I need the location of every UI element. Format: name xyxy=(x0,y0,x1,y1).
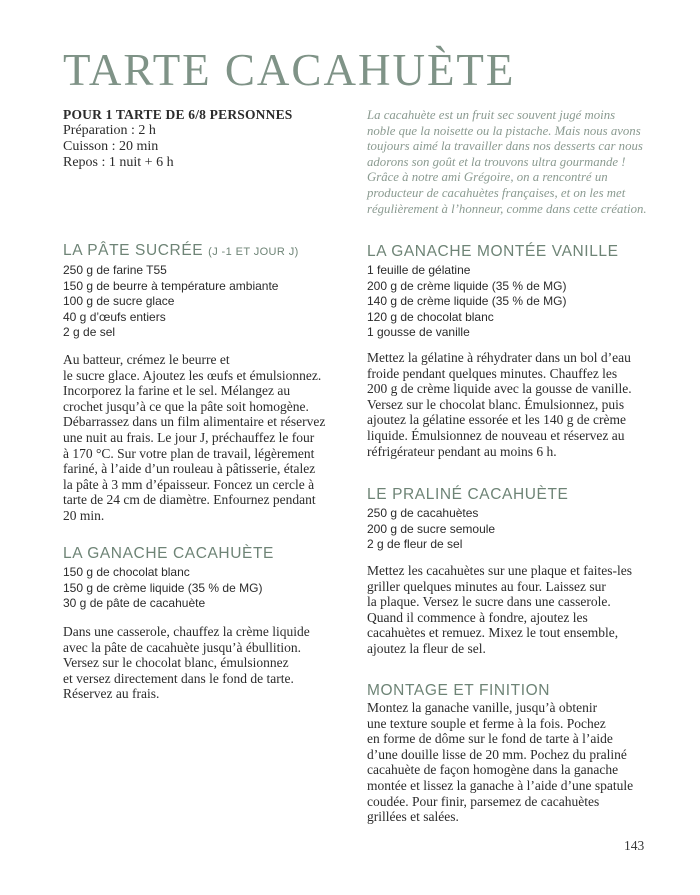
ingredient-list xyxy=(63,565,348,612)
ingredient-item: 1 gousse de vanille xyxy=(367,325,470,340)
step-line: coudée. Pour finir, parsemez de cacahuètes xyxy=(367,793,600,809)
step-line: 20 min. xyxy=(63,507,105,523)
recipe-title: TARTE CACAHUÈTE xyxy=(63,45,516,95)
step-line: ajoutez la gélatine essorée et les 140 g de crème xyxy=(367,412,627,428)
steps-ganache-cacahuete xyxy=(63,624,353,702)
section-title: MONTAGE ET FINITION xyxy=(367,682,551,699)
ingredient-item: 1 feuille de gélatine xyxy=(367,263,471,277)
intro-line: producteur de cacahuètes françaises, et on les met xyxy=(367,185,626,200)
step-line: une nuit au frais. Le jour J, préchauffez le four xyxy=(63,429,315,445)
section-title: LE PRALINÉ CACAHUÈTE xyxy=(367,486,569,503)
step-line: cacahuètes et remuez. Mixez le tout ensemble, xyxy=(367,625,619,641)
step-line: avec la pâte de cacahuète jusqu’à ébullition. xyxy=(63,639,302,655)
step-line: cacahuète de façon homogène dans la ganache xyxy=(367,762,619,778)
steps-pate-sucree xyxy=(63,352,353,524)
section-title: LA GANACHE MONTÉE VANILLE xyxy=(367,243,619,260)
section-title: LA GANACHE CACAHUÈTE xyxy=(63,545,274,562)
section-ganache-vanille xyxy=(367,243,667,341)
ingredient-item: 2 g de fleur de sel xyxy=(367,537,463,552)
step-line: Mettez les cacahuètes sur une plaque et faites-les xyxy=(367,563,633,578)
yield-block xyxy=(63,107,343,171)
ingredient-item: 200 g de sucre semoule xyxy=(367,521,496,536)
intro-line: régulièrement à l’honneur, comme dans cette création. xyxy=(367,201,647,216)
ingredient-list xyxy=(367,506,667,553)
page-number: 143 xyxy=(624,838,645,853)
step-line: Versez sur le chocolat blanc, émulsionnez xyxy=(63,655,289,671)
step-line: Versez sur le chocolat blanc. Émulsionnez, puis xyxy=(367,396,625,412)
step-line: réfrigérateur pendant au moins 6 h. xyxy=(367,443,557,459)
step-line: ajoutez la fleur de sel. xyxy=(367,640,486,656)
step-line: crochet jusqu’à ce que la pâte soit homogène. xyxy=(63,398,309,414)
ingredient-list xyxy=(367,263,667,341)
ingredient-item: 200 g de crème liquide (35 % de MG) xyxy=(367,278,567,293)
section-montage xyxy=(367,682,667,825)
steps-praline xyxy=(367,563,672,657)
steps-ganache-vanille xyxy=(367,350,672,459)
ingredient-item: 150 g de crème liquide (35 % de MG) xyxy=(63,580,263,595)
intro-line: La cacahuète est un fruit sec souvent jugé moins xyxy=(367,108,616,122)
step-line: Dans une casserole, chauffez la crème liquide xyxy=(63,624,310,639)
intro-line: noble que la noisette ou la pistache. Mais nous avons xyxy=(367,123,641,138)
step-line: en forme de dôme sur le fond de tarte à l’aide xyxy=(367,731,613,747)
step-line: la pâte à 3 mm d’épaisseur. Foncez un cercle à xyxy=(63,476,315,492)
step-line: 200 g de crème liquide avec la gousse de vanille. xyxy=(367,381,632,397)
step-line: Au batteur, crémez le beurre et xyxy=(63,352,230,367)
section-pate-sucree xyxy=(63,242,348,341)
step-line: grillées et salées. xyxy=(367,809,459,825)
intro-line: toujours aimé la travailler dans nos desserts car nous xyxy=(367,139,643,154)
ingredient-item: 2 g de sel xyxy=(63,325,116,340)
section-praline xyxy=(367,486,667,553)
yield-heading: POUR 1 TARTE DE 6/8 PERSONNES xyxy=(63,107,293,122)
ingredient-item: 40 g d’œufs entiers xyxy=(63,309,166,324)
ingredient-item: 140 g de crème liquide (35 % de MG) xyxy=(367,294,567,309)
step-line: tarte de 24 cm de diamètre. Enfournez pendant xyxy=(63,492,316,508)
prep-time: Préparation : 2 h xyxy=(63,123,156,138)
intro-paragraph xyxy=(367,108,667,217)
steps-montage xyxy=(367,700,667,825)
step-line: Mettez la gélatine à réhydrater dans un bol d’eau xyxy=(367,350,631,365)
step-line: liquide. Émulsionnez de nouveau et réservez au xyxy=(367,427,625,443)
intro-line: Grâce à notre ami Grégoire, on a rencontré un xyxy=(367,170,608,185)
section-subtitle: (J -1 ET JOUR J) xyxy=(208,246,299,258)
ingredient-item: 100 g de sucre glace xyxy=(63,294,175,309)
ingredient-item: 250 g de farine T55 xyxy=(63,263,167,277)
section-ganache-cacahuete xyxy=(63,545,348,612)
step-line: à 170 °C. Sur votre plan de travail, légèrement xyxy=(63,445,315,461)
ingredient-item: 150 g de beurre à température ambiante xyxy=(63,278,279,293)
ingredient-item: 30 g de pâte de cacahuète xyxy=(63,596,206,611)
step-line: fariné, à l’aide d’un rouleau à pâtisserie, étalez xyxy=(63,461,316,477)
step-line: Réservez au frais. xyxy=(63,686,160,702)
step-line: la plaque. Versez le sucre dans une casserole. xyxy=(367,594,611,610)
step-line: une texture souple et ferme à la fois. Pochez xyxy=(367,715,606,731)
step-line: d’une douille lisse de 20 mm. Pochez du praliné xyxy=(367,746,627,762)
ingredient-list xyxy=(63,263,348,341)
step-line: et versez directement dans le fond de tarte. xyxy=(63,670,294,686)
section-title xyxy=(63,242,348,261)
step-line: Montez la ganache vanille, jusqu’à obtenir xyxy=(367,700,598,715)
ingredient-item: 120 g de chocolat blanc xyxy=(367,309,494,324)
section-title-text: LA PÂTE SUCRÉE xyxy=(63,242,204,259)
step-line: montée et lissez la ganache à l’aide d’une spatule xyxy=(367,777,634,793)
rest-time: Repos : 1 nuit + 6 h xyxy=(63,155,174,170)
step-line: Quand il commence à fondre, ajoutez les xyxy=(367,609,588,625)
step-line: le sucre glace. Ajoutez les œufs et émulsionnez. xyxy=(63,367,322,383)
step-line: Incorporez la farine et le sel. Mélangez au xyxy=(63,383,291,399)
ingredient-item: 250 g de cacahuètes xyxy=(367,506,479,520)
intro-line: adorons son goût et la trouvons ultra gourmande ! xyxy=(367,154,626,169)
cook-time: Cuisson : 20 min xyxy=(63,139,159,154)
step-line: griller quelques minutes au four. Laissez sur xyxy=(367,578,606,594)
ingredient-item: 150 g de chocolat blanc xyxy=(63,565,190,579)
step-line: froide pendant quelques minutes. Chauffez les xyxy=(367,365,618,381)
step-line: Débarrassez dans un film alimentaire et réservez xyxy=(63,414,326,430)
